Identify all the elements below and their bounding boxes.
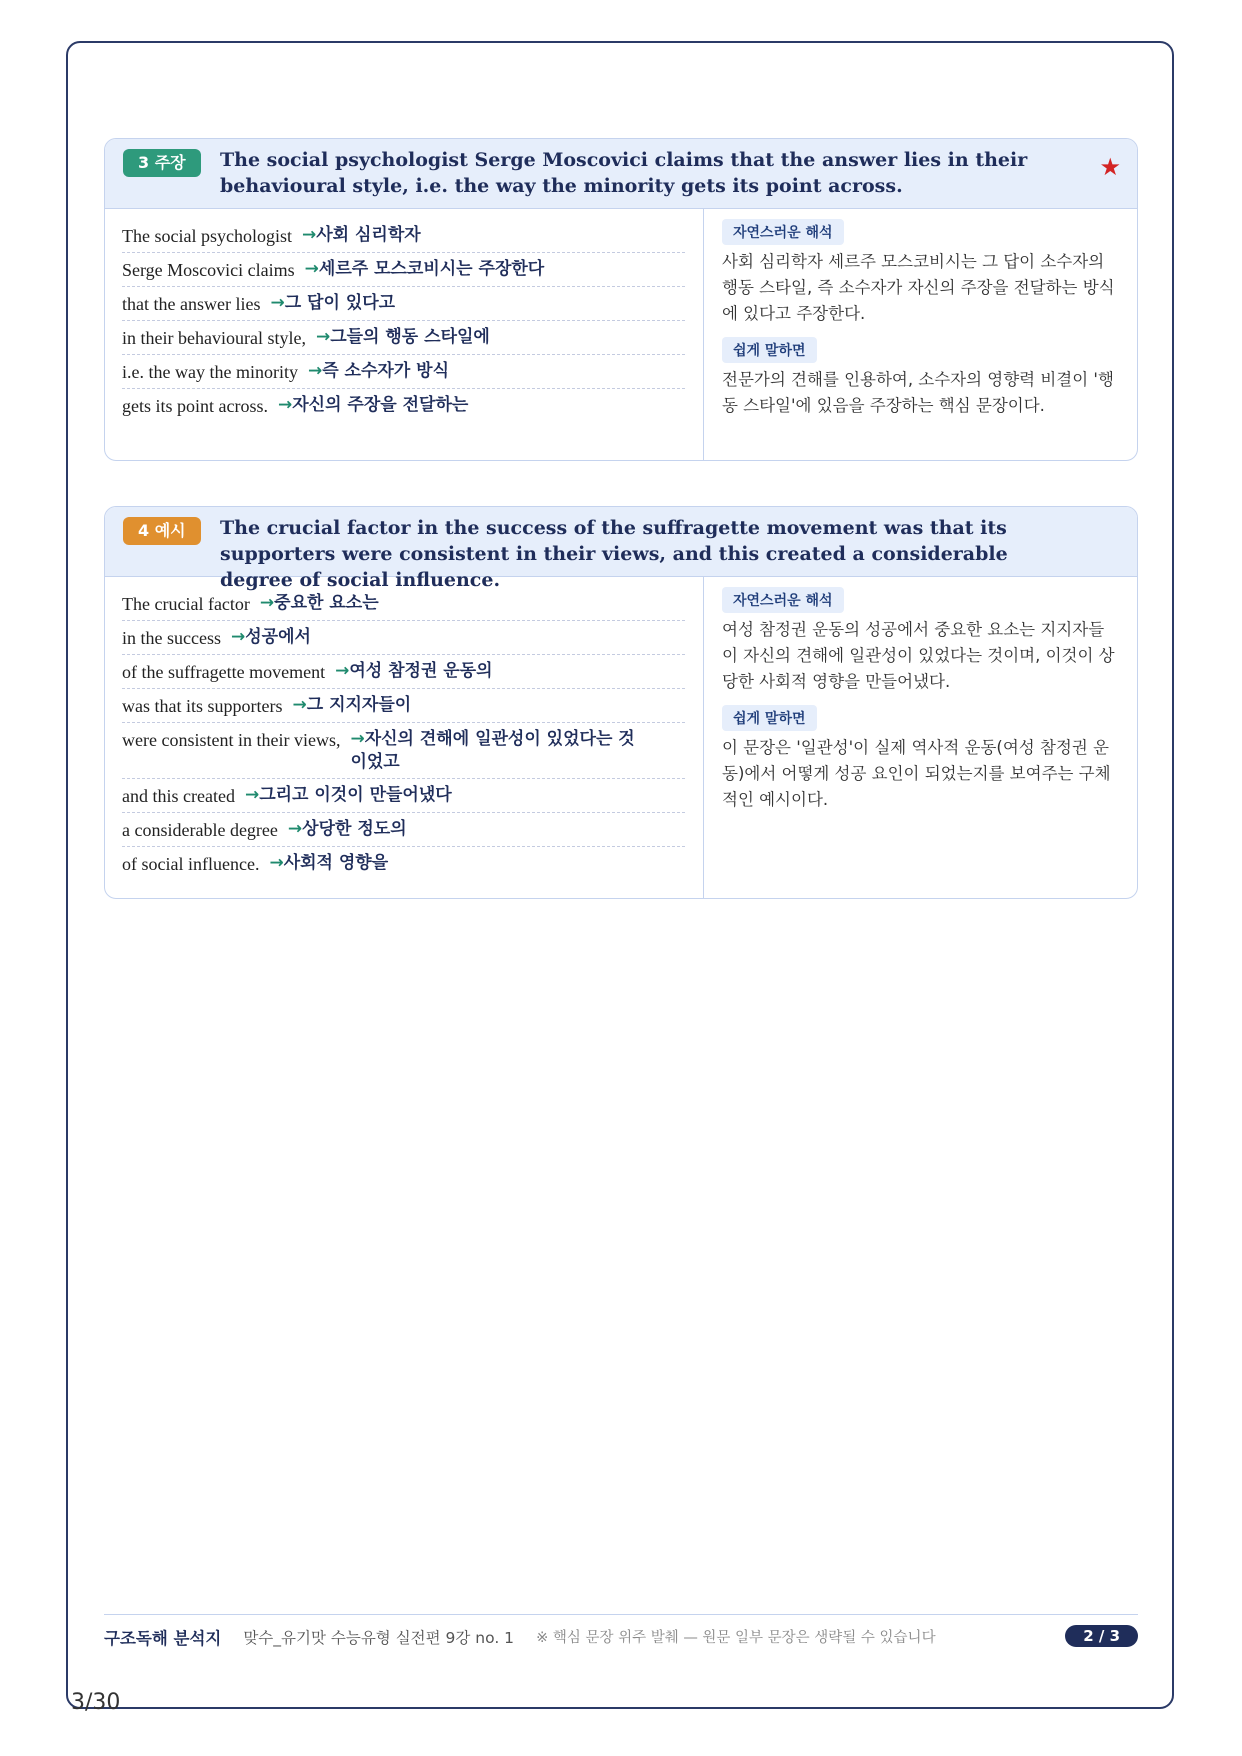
footer-title: 구조독해 분석지 <box>104 1628 222 1648</box>
natural-label: 자연스러운 해석 <box>722 587 844 613</box>
simple-label: 쉽게 말하면 <box>722 705 817 731</box>
chunk-ko: →세르주 모스코비시는 주장한다 <box>304 259 545 279</box>
chunk-ko: →중요한 요소는 <box>259 593 379 613</box>
chunk-ko: →자신의 주장을 전달하는 <box>278 395 469 415</box>
arrow-icon: → <box>278 395 293 415</box>
chunk-list <box>105 209 704 460</box>
arrow-icon: → <box>304 259 319 279</box>
chunk-en: and this created <box>122 786 235 806</box>
sentence-badge: 3 주장 <box>123 149 201 177</box>
chunk-en: was that its supporters <box>122 696 283 716</box>
chunk-en: of the suffragette movement <box>122 662 326 682</box>
chunk-row <box>122 723 685 779</box>
chunk-en: gets its point across. <box>122 396 268 416</box>
arrow-icon: → <box>315 327 331 347</box>
chunk-row <box>122 813 685 847</box>
sentence-text: The social psychologist Serge Moscovici claims that the answer lies in their behavioural style, i.e. the way the minority gets its point across. <box>220 149 1028 197</box>
chunk-ko: →사회적 영향을 <box>269 853 389 873</box>
chunk-row <box>122 355 685 389</box>
footer-page-badge: 2 / 3 <box>1065 1625 1138 1647</box>
chunk-row <box>122 219 685 253</box>
sentence-card-4 <box>104 506 1138 899</box>
interpretation-panel <box>704 209 1137 460</box>
simple-label: 쉽게 말하면 <box>722 337 817 363</box>
chunk-ko: →자신의 견해에 일관성이 있었다는 것이었고 <box>350 729 635 772</box>
chunk-row <box>122 655 685 689</box>
chunk-row <box>122 621 685 655</box>
arrow-icon: → <box>269 853 284 873</box>
arrow-icon: → <box>301 225 317 245</box>
chunk-ko: →그 지지자들이 <box>292 695 412 715</box>
natural-text: 사회 심리학자 세르주 모스코비시는 그 답이 소수자의 행동 스타일, 즉 소수자가 자신의 주장을 전달하는 방식에 있다고 주장한다. <box>722 252 1115 323</box>
sentence-card-3 <box>104 138 1138 461</box>
chunk-ko: →그 답이 있다고 <box>270 293 396 313</box>
footer-note: ※ 핵심 문장 위주 발췌 — 원문 일부 문장은 생략될 수 있습니다 <box>536 1630 936 1646</box>
chunk-en: Serge Moscovici claims <box>122 260 295 280</box>
chunk-en: i.e. the way the minority <box>122 362 298 382</box>
chunk-row <box>122 389 685 422</box>
simple-text: 이 문장은 '일관성'이 실제 역사적 운동(여성 참정권 운동)에서 어떻게 성공 요인이 되었는지를 보여주는 구체적인 예시이다. <box>722 738 1111 809</box>
chunk-list <box>105 577 704 898</box>
footer-source: 맞수_유기맛 수능유형 실전편 9강 no. 1 <box>243 1628 515 1647</box>
chunk-en: The social psychologist <box>122 226 292 246</box>
sentence-text: The crucial factor in the success of the suffragette movement was that its supporters were consistent in their views, and this created a considerable degree of social influence. <box>220 517 1008 591</box>
chunk-en: in their behavioural style, <box>122 328 306 348</box>
arrow-icon: → <box>307 361 323 381</box>
chunk-ko: →그리고 이것이 만들어냈다 <box>244 785 452 805</box>
sentence-header <box>105 507 1137 591</box>
chunk-en: in the success <box>122 628 221 648</box>
star-icon: ★ <box>1099 153 1121 181</box>
chunk-en: of social influence. <box>122 854 260 874</box>
interpretation-panel <box>704 577 1137 898</box>
page-footer <box>104 1614 1138 1658</box>
chunk-ko: →즉 소수자가 방식 <box>307 361 450 381</box>
chunk-row <box>122 689 685 723</box>
arrow-icon: → <box>335 661 350 681</box>
sentence-body <box>105 209 1137 460</box>
chunk-row <box>122 779 685 813</box>
sentence-body <box>105 577 1137 898</box>
chunk-row <box>122 321 685 355</box>
arrow-icon: → <box>350 729 365 749</box>
arrow-icon: → <box>259 593 275 613</box>
chunk-en: a considerable degree <box>122 820 278 840</box>
chunk-ko: →상당한 정도의 <box>287 819 407 839</box>
simple-text: 전문가의 견해를 인용하여, 소수자의 영향력 비결이 '행동 스타일'에 있음을 주장하는 핵심 문장이다. <box>722 370 1114 415</box>
chunk-row <box>122 253 685 287</box>
arrow-icon: → <box>292 695 307 715</box>
chunk-ko: →성공에서 <box>230 627 311 647</box>
chunk-ko: →사회 심리학자 <box>301 225 421 245</box>
arrow-icon: → <box>270 293 285 313</box>
chunk-en: that the answer lies <box>122 294 261 314</box>
arrow-icon: → <box>287 819 303 839</box>
chunk-ko: →그들의 행동 스타일에 <box>315 327 490 347</box>
chunk-en: The crucial factor <box>122 594 250 614</box>
page-counter: 3/30 <box>71 1690 121 1715</box>
sentence-badge: 4 예시 <box>123 517 201 545</box>
chunk-en: were consistent in their views, <box>122 730 341 750</box>
natural-label: 자연스러운 해석 <box>722 219 844 245</box>
natural-text: 여성 참정권 운동의 성공에서 중요한 요소는 지지자들이 자신의 견해에 일관성이 있었다는 것이며, 이것이 상당한 사회적 영향을 만들어냈다. <box>722 620 1115 691</box>
chunk-ko: →여성 참정권 운동의 <box>335 661 493 681</box>
arrow-icon: → <box>244 785 260 805</box>
chunk-row <box>122 287 685 321</box>
sentence-header <box>105 139 1137 209</box>
arrow-icon: → <box>230 627 246 647</box>
chunk-row <box>122 847 685 880</box>
